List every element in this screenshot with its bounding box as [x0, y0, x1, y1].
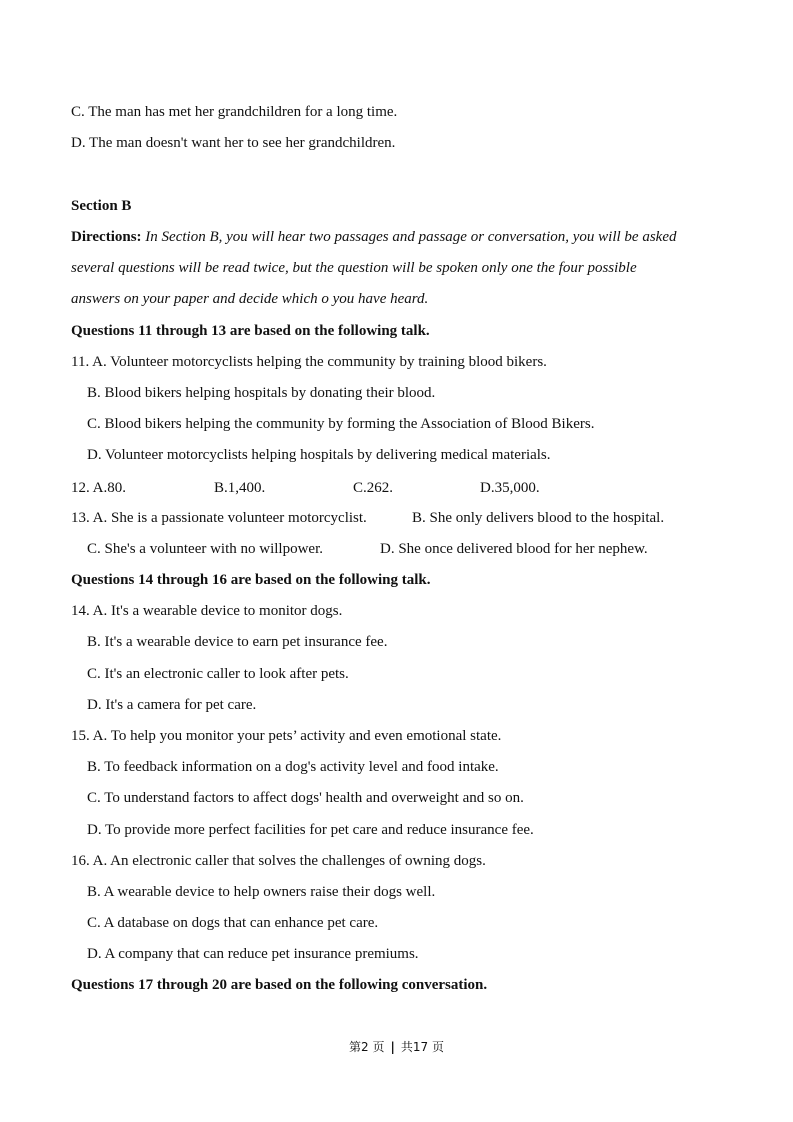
- q15-option-c: C. To understand factors to affect dogs' health and overweight and so on.: [87, 790, 524, 806]
- question-group-header: Questions 17 through 20 are based on the following conversation.: [71, 977, 488, 993]
- directions-line-2: several questions will be read twice, but the question will be spoken only one the four possible: [71, 260, 637, 276]
- q14-option-d: D. It's a camera for pet care.: [87, 697, 257, 713]
- section-title: Section B: [71, 198, 132, 214]
- q13-option-d: D. She once delivered blood for her nephew.: [380, 541, 648, 557]
- page-total: 共17 页: [400, 1040, 444, 1054]
- question-group-header: Questions 11 through 13 are based on the following talk.: [71, 323, 430, 339]
- q12-option-a: 12. A.80.: [71, 480, 127, 496]
- directions-line-3: answers on your paper and decide which o you have heard.: [71, 291, 429, 307]
- q16-option-b: B. A wearable device to help owners raise their dogs well.: [87, 884, 436, 900]
- q13-option-c: C. She's a volunteer with no willpower.: [87, 541, 324, 557]
- directions-line-1: [71, 227, 677, 247]
- q15-option-b: B. To feedback information on a dog's activity level and food intake.: [87, 759, 499, 775]
- q15-option-a: 15. A. To help you monitor your pets’ activity and even emotional state.: [71, 728, 502, 744]
- q11-option-d: D. Volunteer motorcyclists helping hospitals by delivering medical materials.: [87, 447, 551, 463]
- q12-option-c: C.262.: [353, 480, 394, 496]
- prev-option-d: D. The man doesn't want her to see her grandchildren.: [71, 135, 396, 151]
- q14-option-b: B. It's a wearable device to earn pet insurance fee.: [87, 634, 388, 650]
- page-footer: [0, 1038, 793, 1056]
- q13-option-b: B. She only delivers blood to the hospital.: [412, 510, 665, 526]
- footer-separator: |: [390, 1040, 395, 1054]
- q11-option-c: C. Blood bikers helping the community by forming the Association of Blood Bikers.: [87, 416, 595, 432]
- page-number: 第2 页: [349, 1040, 385, 1054]
- directions-label: Directions:: [71, 229, 142, 245]
- q14-option-a: 14. A. It's a wearable device to monitor dogs.: [71, 603, 343, 619]
- prev-option-c: C. The man has met her grandchildren for a long time.: [71, 104, 398, 120]
- q15-option-d: D. To provide more perfect facilities for pet care and reduce insurance fee.: [87, 822, 534, 838]
- q16-option-d: D. A company that can reduce pet insurance premiums.: [87, 946, 419, 962]
- q16-option-a: 16. A. An electronic caller that solves the challenges of owning dogs.: [71, 853, 486, 869]
- q12-option-d: D.35,000.: [480, 480, 540, 496]
- q13-option-a: 13. A. She is a passionate volunteer motorcyclist.: [71, 510, 367, 526]
- q16-option-c: C. A database on dogs that can enhance pet care.: [87, 915, 379, 931]
- q14-option-c: C. It's an electronic caller to look after pets.: [87, 666, 349, 682]
- q11-option-b: B. Blood bikers helping hospitals by donating their blood.: [87, 385, 436, 401]
- q12-option-b: B.1,400.: [214, 480, 266, 496]
- q11-option-a: 11. A. Volunteer motorcyclists helping the community by training blood bikers.: [71, 354, 547, 370]
- question-group-header: Questions 14 through 16 are based on the following talk.: [71, 572, 431, 588]
- directions-text-1: In Section B, you will hear two passages and passage or conversation, you will be asked: [141, 229, 677, 245]
